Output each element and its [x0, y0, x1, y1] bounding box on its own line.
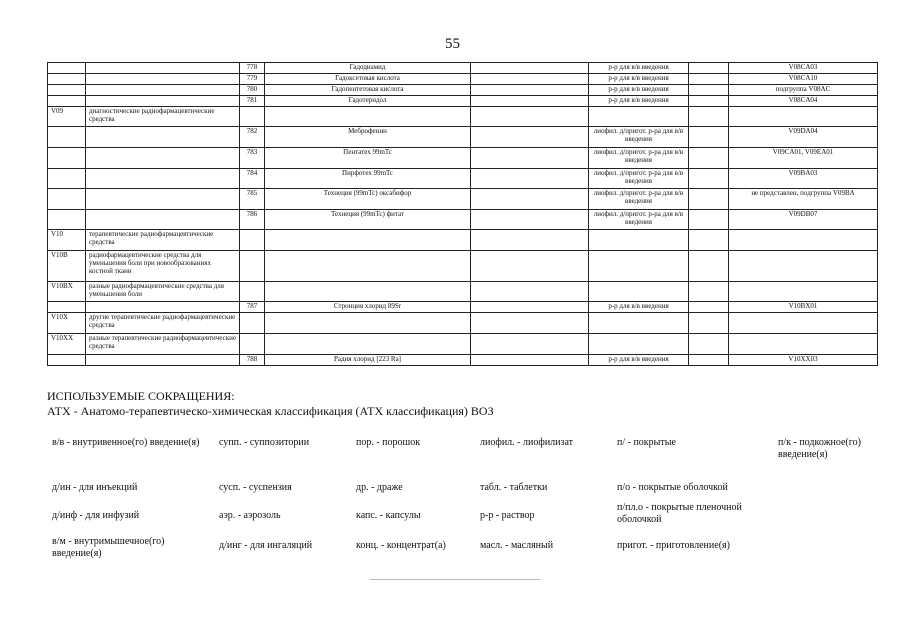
table-row	[48, 355, 878, 366]
empty-cell	[689, 189, 729, 210]
footer-divider	[370, 579, 540, 580]
dosage-form-cell: р-р для в/в введения	[589, 96, 689, 107]
atc-drug-code-cell	[729, 334, 878, 355]
abbreviations-title: ИСПОЛЬЗУЕМЫЕ СОКРАЩЕНИЯ:	[47, 389, 235, 403]
dosage-form-cell: лиофил. д/пригот. р-ра для в/в введения	[589, 189, 689, 210]
empty-cell	[689, 302, 729, 313]
drug-name-cell: Технеция (99mTc) фитат	[265, 210, 471, 230]
row-number-cell	[240, 251, 265, 282]
row-number-cell	[240, 313, 265, 334]
group-name-cell: терапевтические радиофармацевтические средства	[86, 230, 240, 251]
group-name-cell: разные радиофармацевтические средства для уменьшения боли	[86, 282, 240, 302]
group-name-cell	[86, 302, 240, 313]
empty-cell	[471, 189, 589, 210]
atc-drug-code-cell	[729, 251, 878, 282]
atc-code-cell: V10XX	[48, 334, 86, 355]
group-name-cell: диагностические радиофармацевтические средства	[86, 107, 240, 127]
drug-name-cell	[265, 282, 471, 302]
abbreviation-item: д/ин - для инъекций	[52, 482, 138, 493]
abbreviation-item: д/инг - для ингаляций	[219, 540, 313, 551]
drug-name-cell: Радия хлорид [223 Ra]	[265, 355, 471, 366]
row-number-cell	[240, 230, 265, 251]
abbreviation-item: в/м - внутримышечное(го) введение(я)	[52, 536, 165, 559]
empty-cell	[471, 85, 589, 96]
drug-name-cell: Гадоксетовая кислота	[265, 74, 471, 85]
group-name-cell	[86, 169, 240, 189]
atc-drug-code-cell: V10XX03	[729, 355, 878, 366]
drug-name-cell: Меброфенин	[265, 127, 471, 148]
abbreviation-row	[52, 437, 882, 478]
row-number-cell: 784	[240, 169, 265, 189]
row-number-cell: 782	[240, 127, 265, 148]
dosage-form-cell: р-р для в/в введения	[589, 355, 689, 366]
table-row	[48, 251, 878, 282]
atc-drug-code-cell: V08CA03	[729, 63, 878, 74]
dosage-form-cell: лиофил. д/пригот. р-ра для в/в введения	[589, 210, 689, 230]
table-row	[48, 96, 878, 107]
page-number: 55	[445, 36, 460, 52]
dosage-form-cell	[589, 313, 689, 334]
atc-code-cell	[48, 169, 86, 189]
empty-cell	[689, 96, 729, 107]
abbreviation-row	[52, 502, 882, 536]
empty-cell	[689, 355, 729, 366]
empty-cell	[689, 313, 729, 334]
row-number-cell: 787	[240, 302, 265, 313]
empty-cell	[471, 230, 589, 251]
table-row	[48, 107, 878, 127]
row-number-cell: 785	[240, 189, 265, 210]
atc-code-cell: V10X	[48, 313, 86, 334]
abbreviation-row	[52, 536, 882, 570]
abbreviation-item: п/ - покрытые	[617, 437, 676, 448]
group-name-cell: разные терапевтические радиофармацевтические средства	[86, 334, 240, 355]
empty-cell	[471, 96, 589, 107]
atc-drug-code-cell: V09DB07	[729, 210, 878, 230]
group-name-cell	[86, 96, 240, 107]
empty-cell	[689, 334, 729, 355]
atc-code-cell	[48, 210, 86, 230]
group-name-cell	[86, 74, 240, 85]
row-number-cell: 778	[240, 63, 265, 74]
empty-cell	[689, 127, 729, 148]
drug-name-cell: Гадодиамид	[265, 63, 471, 74]
abbreviation-row	[52, 478, 882, 502]
group-name-cell	[86, 189, 240, 210]
empty-cell	[471, 313, 589, 334]
table-row	[48, 169, 878, 189]
abbreviation-item: д/инф - для инфузий	[52, 510, 140, 521]
row-number-cell: 779	[240, 74, 265, 85]
empty-cell	[471, 355, 589, 366]
abbreviation-item: аэр. - аэрозоль	[219, 510, 281, 521]
dosage-form-cell	[589, 107, 689, 127]
abbreviation-item: в/в - внутривенное(го) введение(я)	[52, 437, 200, 448]
row-number-cell: 788	[240, 355, 265, 366]
atc-code-cell	[48, 355, 86, 366]
drug-name-cell: Пирфотех 99mTc	[265, 169, 471, 189]
dosage-form-cell: лиофил. д/пригот. р-ра для в/в введения	[589, 148, 689, 169]
empty-cell	[689, 251, 729, 282]
table-row	[48, 127, 878, 148]
table-row	[48, 63, 878, 74]
atc-drug-code-cell: подгруппа V08AC	[729, 85, 878, 96]
atc-drug-code-cell: V09CA01, V09EA01	[729, 148, 878, 169]
abbreviations-list	[52, 437, 882, 570]
drug-name-cell	[265, 107, 471, 127]
group-name-cell	[86, 355, 240, 366]
atc-drug-code-cell	[729, 313, 878, 334]
drug-name-cell: Технеция (99mTc) оксабифор	[265, 189, 471, 210]
abbreviation-item: масл. - масляный	[480, 540, 554, 551]
abbreviations-subtitle: АТХ - Анатомо-терапевтическо-химическая классификация (АТХ классификация) ВОЗ	[47, 404, 494, 418]
atc-code-cell	[48, 96, 86, 107]
empty-cell	[689, 148, 729, 169]
dosage-form-cell: р-р для в/в введения	[589, 74, 689, 85]
drug-name-cell: Пентатех 99mTc	[265, 148, 471, 169]
dosage-form-cell	[589, 282, 689, 302]
empty-cell	[689, 74, 729, 85]
drug-name-cell	[265, 251, 471, 282]
drug-name-cell	[265, 313, 471, 334]
table-row	[48, 313, 878, 334]
dosage-form-cell: р-р для в/в введения	[589, 63, 689, 74]
atc-code-cell: V10	[48, 230, 86, 251]
atc-code-cell	[48, 85, 86, 96]
empty-cell	[471, 127, 589, 148]
group-name-cell	[86, 63, 240, 74]
empty-cell	[471, 169, 589, 189]
dosage-form-cell: р-р для в/в введения	[589, 85, 689, 96]
atc-drug-code-cell: не представлен, подгруппа V09BA	[729, 189, 878, 210]
atc-code-cell: V10BX	[48, 282, 86, 302]
row-number-cell	[240, 107, 265, 127]
abbreviation-item: п/пл.о - покрытые пленочной оболочкой	[617, 502, 742, 525]
drug-name-cell	[265, 334, 471, 355]
empty-cell	[689, 210, 729, 230]
table-row	[48, 189, 878, 210]
group-name-cell: радиофармацевтические средства для уменьшения боли при новообразованиях костной ткани	[86, 251, 240, 282]
drug-table	[47, 62, 878, 366]
atc-code-cell	[48, 74, 86, 85]
abbreviation-item: лиофил. - лиофилизат	[480, 437, 574, 448]
drug-name-cell	[265, 230, 471, 251]
atc-drug-code-cell	[729, 282, 878, 302]
row-number-cell: 781	[240, 96, 265, 107]
group-name-cell	[86, 127, 240, 148]
atc-drug-code-cell: V09BA03	[729, 169, 878, 189]
atc-code-cell	[48, 148, 86, 169]
table-row	[48, 74, 878, 85]
row-number-cell: 783	[240, 148, 265, 169]
atc-drug-code-cell: V08CA04	[729, 96, 878, 107]
atc-code-cell	[48, 63, 86, 74]
empty-cell	[471, 148, 589, 169]
abbreviation-item: табл. - таблетки	[480, 482, 548, 493]
empty-cell	[471, 302, 589, 313]
group-name-cell	[86, 210, 240, 230]
abbreviation-item: др. - драже	[356, 482, 403, 493]
abbreviation-item: пор. - порошок	[356, 437, 421, 448]
table-row	[48, 85, 878, 96]
empty-cell	[471, 251, 589, 282]
table-row	[48, 210, 878, 230]
drug-name-cell: Гадотеридол	[265, 96, 471, 107]
abbreviation-item: р-р - раствор	[480, 510, 535, 521]
empty-cell	[689, 107, 729, 127]
empty-cell	[471, 282, 589, 302]
atc-drug-code-cell	[729, 107, 878, 127]
atc-code-cell	[48, 127, 86, 148]
drug-name-cell: Гадопентетовая кислота	[265, 85, 471, 96]
abbreviation-item: капс. - капсулы	[356, 510, 421, 521]
atc-code-cell: V10B	[48, 251, 86, 282]
row-number-cell	[240, 334, 265, 355]
abbreviation-item: п/о - покрытые оболочкой	[617, 482, 728, 493]
table-row	[48, 148, 878, 169]
empty-cell	[471, 210, 589, 230]
atc-code-cell	[48, 189, 86, 210]
empty-cell	[471, 63, 589, 74]
dosage-form-cell	[589, 230, 689, 251]
table-row	[48, 302, 878, 313]
dosage-form-cell	[589, 251, 689, 282]
empty-cell	[689, 63, 729, 74]
table-row	[48, 334, 878, 355]
drug-name-cell: Стронция хлорид 89Sr	[265, 302, 471, 313]
empty-cell	[471, 334, 589, 355]
group-name-cell: другие терапевтические радиофармацевтические средства	[86, 313, 240, 334]
row-number-cell: 780	[240, 85, 265, 96]
atc-drug-code-cell: V09DA04	[729, 127, 878, 148]
empty-cell	[689, 282, 729, 302]
dosage-form-cell	[589, 334, 689, 355]
abbreviation-item: конц. - концентрат(а)	[356, 540, 446, 551]
table-row	[48, 230, 878, 251]
table-row	[48, 282, 878, 302]
dosage-form-cell: лиофил. д/пригот. р-ра для в/в введения	[589, 127, 689, 148]
empty-cell	[689, 169, 729, 189]
abbreviation-item: пригот. - приготовление(я)	[617, 540, 730, 551]
row-number-cell	[240, 282, 265, 302]
atc-code-cell	[48, 302, 86, 313]
atc-drug-code-cell	[729, 230, 878, 251]
atc-code-cell: V09	[48, 107, 86, 127]
atc-drug-code-cell: V08CA10	[729, 74, 878, 85]
abbreviation-item: п/к - подкожное(го) введение(я)	[778, 437, 861, 460]
empty-cell	[689, 85, 729, 96]
row-number-cell: 786	[240, 210, 265, 230]
abbreviation-item: сусп. - суспензия	[219, 482, 292, 493]
empty-cell	[471, 107, 589, 127]
empty-cell	[689, 230, 729, 251]
abbreviation-item: супп. - суппозитории	[219, 437, 310, 448]
dosage-form-cell: р-р для в/в введения	[589, 302, 689, 313]
empty-cell	[471, 74, 589, 85]
atc-drug-code-cell: V10BX01	[729, 302, 878, 313]
dosage-form-cell: лиофил. д/пригот. р-ра для в/в введения	[589, 169, 689, 189]
group-name-cell	[86, 148, 240, 169]
group-name-cell	[86, 85, 240, 96]
